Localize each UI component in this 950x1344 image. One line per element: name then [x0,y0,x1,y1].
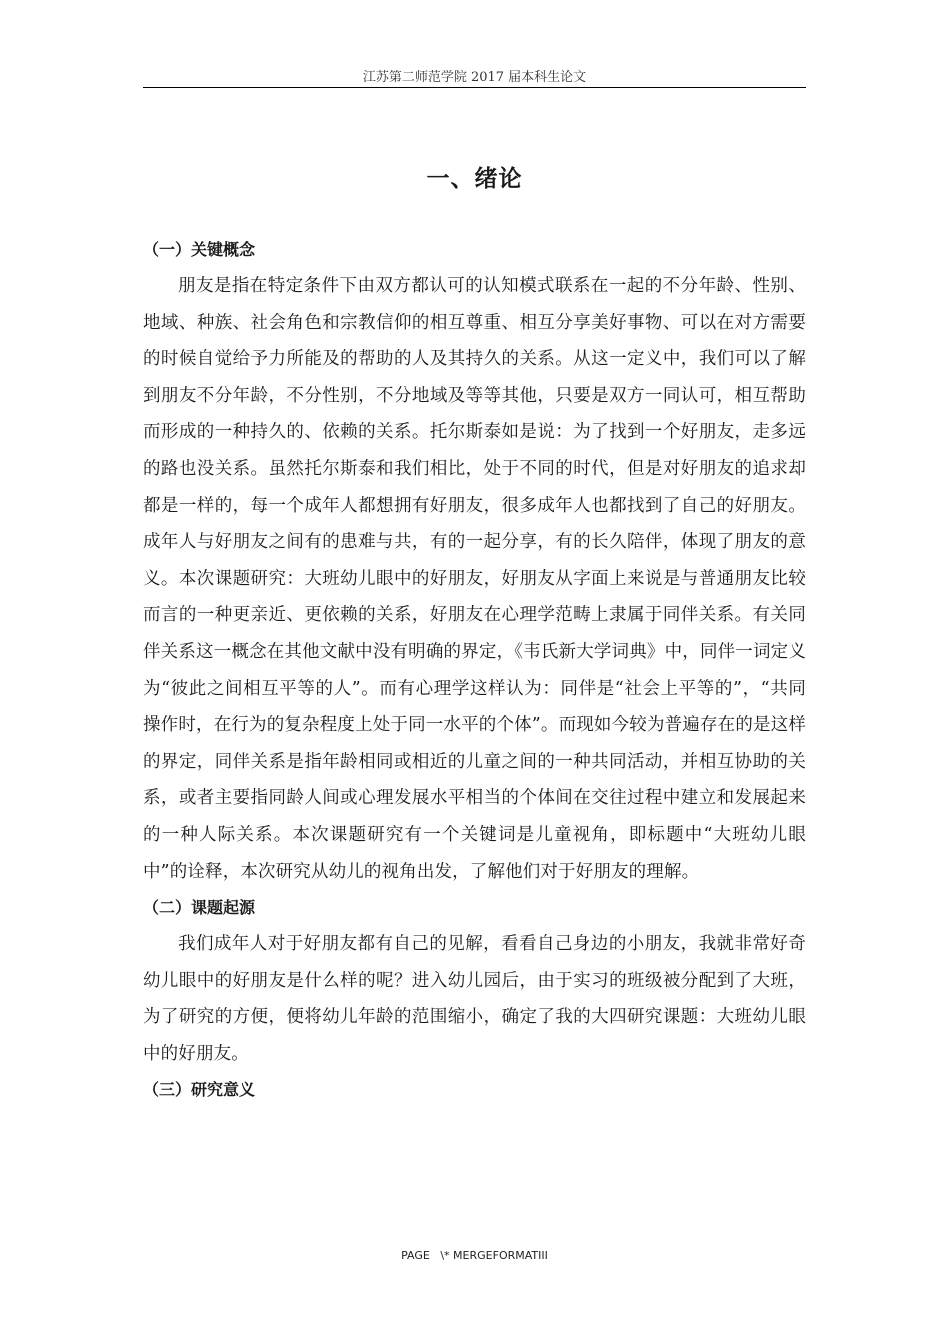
paragraph-topic-origin: 我们成年人对于好朋友都有自己的见解，看看自己身边的小朋友，我就非常好奇幼儿眼中的好朋友是什么样的呢？进入幼儿园后，由于实习的班级被分配到了大班，为了研究的方便，便将幼儿年龄的范围缩小，确定了我的大四研究课题：大班幼儿眼中的好朋友。 [143,934,806,1064]
document-body [143,232,806,1108]
section-heading-topic-origin: （二）课题起源 [143,898,256,918]
header-divider [143,87,806,88]
section-heading-key-concepts: （一）关键概念 [143,240,256,259]
section-heading-research-significance: （三）研究意义 [143,1080,256,1100]
page-footer-field: PAGE \* MERGEFORMATIII [401,1249,548,1262]
chapter-title: 一、绪论 [426,166,523,192]
page-header: 江苏第二师范学院 2017 届本科生论文 [362,70,587,85]
paragraph-key-concepts: 朋友是指在特定条件下由双方都认可的认知模式联系在一起的不分年龄、性别、地域、种族、社会角色和宗教信仰的相互尊重、相互分享美好事物、可以在对方需要的时候自觉给予力所能及的帮助的人及其持久的关系。从这一定义中，我们可以了解到朋友不分年龄，不分性别，不分地域及等等其他，只要是双方一同认可，相互帮助而形成的一种持久的、依赖的关系。托尔斯泰如是说：为了找到一个好朋友，走多远的路也没关系。虽然托尔斯泰和我们相比，处于不同的时代，但是对好朋友的追求却都是一样的，每一个成年人都想拥有好朋友，很多成年人也都找到了自己的好朋友。成年人与好朋友之间有的患难与共，有的一起分享，有的长久陪伴，体现了朋友的意义。本次课题研究：大班幼儿眼中的好朋友，好朋友从字面上来说是与普通朋友比较而言的一种更亲近、更依赖的关系，好朋友在心理学范畴上隶属于同伴关系。有关同伴关系这一概念在其他文献中没有明确的界定，《韦氏新大学词典》中，同伴一词定义为“彼此之间相互平等的人”。而有心理学这样认为：同伴是“社会上平等的”，“共同操作时，在行为的复杂程度上处于同一水平的个体”。而现如今较为普遍存在的是这样的界定，同伴关系是指年龄相同或相近的儿童之间的一种共同活动，并相互协助的关系，或者主要指同龄人间或心理发展水平相当的个体间在交往过程中建立和发展起来的一种人际关系。本次课题研究有一个关键词是儿童视角，即标题中“大班幼儿眼中”的诠释，本次研究从幼儿的视角出发，了解他们对于好朋友的理解。 [143,276,806,882]
